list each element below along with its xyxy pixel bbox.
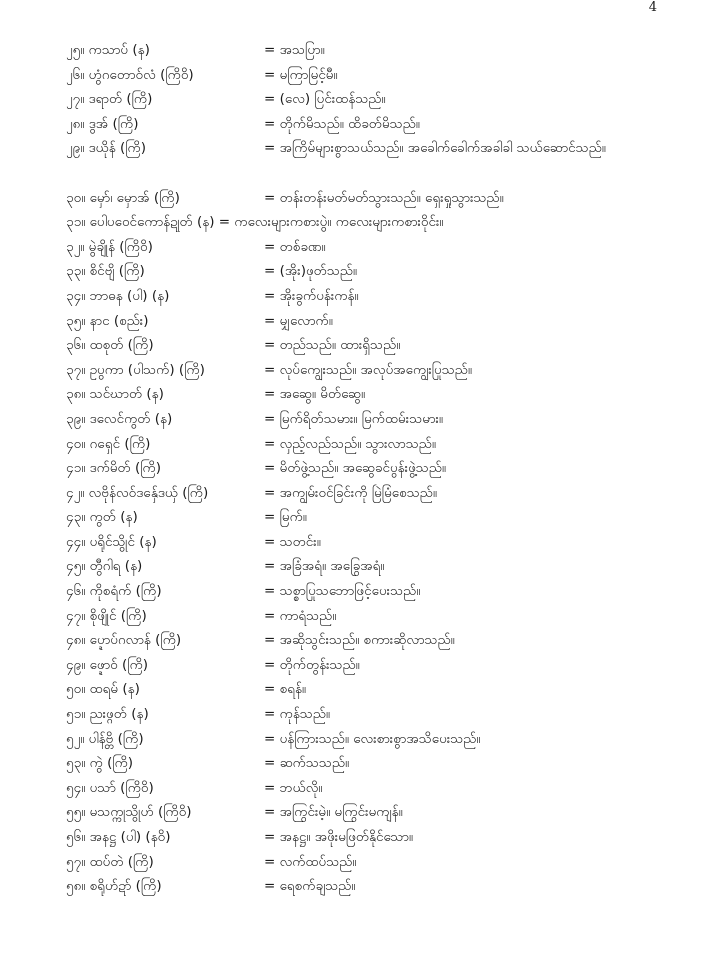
glossary-entry bbox=[66, 800, 666, 825]
glossary-entry bbox=[66, 284, 666, 309]
entry-definition: = တိုက်မိသည်။ ထိခတ်မိသည်။ bbox=[264, 115, 420, 132]
entry-term: ၃၄။ ဘာဓန (ပါ) (န) bbox=[66, 287, 170, 304]
entry-term: ၃၀။ မှော်၊ မှောအ် (ကြိ) bbox=[66, 189, 180, 206]
entry-definition: = တိုက်တွန်းသည်။ bbox=[264, 656, 360, 673]
glossary-entry bbox=[66, 481, 666, 506]
entry-definition: = အသပြာ။ bbox=[264, 42, 325, 58]
entry-definition: = မကြာမြင့်မီ။ bbox=[264, 66, 338, 83]
glossary-entry bbox=[66, 702, 666, 727]
entry-definition: = ပန်ကြားသည်။ လေးစားစွာအသိပေးသည်။ bbox=[264, 730, 481, 747]
glossary-entry bbox=[66, 136, 666, 185]
entry-term: ၅၃။ ကွဲ (ကြိ) bbox=[66, 755, 134, 772]
entry-definition: = အကြိမ်များစွာသယ်သည်။ အခေါက်ခေါက်အခါခါ သယ်ဆောင်သည်။ bbox=[264, 140, 606, 157]
entry-definition: = အခြံအရံ။ အခြွေအရံ။ bbox=[264, 558, 385, 575]
entry-definition: = သစ္စာပြုသဘောဖြင့်ပေးသည်။ bbox=[264, 583, 421, 600]
glossary-entry bbox=[66, 235, 666, 260]
entry-term: ၅၀။ ထရမ် (န) bbox=[66, 681, 140, 698]
entry-definition: = ဘယ်လို။ bbox=[264, 779, 323, 796]
entry-term: ၄၇။ စိုဖျိုင် (ကြိ) bbox=[66, 607, 147, 624]
entry-definition: = မြက်ရိတ်သမား။ မြက်ထမ်းသမား။ bbox=[264, 410, 444, 427]
entry-term: ၂၆။ ဟွံဂတောဝ်လံ (ကြိဝိ) bbox=[66, 66, 194, 83]
entry-term: ၂၈။ ဒွအ် (ကြိ) bbox=[66, 115, 139, 132]
glossary-entry bbox=[66, 112, 666, 137]
glossary-entry bbox=[66, 186, 666, 211]
entry-term: ၃၂။ မွဲချိုန် (ကြိဝိ) bbox=[66, 238, 153, 255]
entry-term: ၅၅။ မသက္ကုသွိုဟ် (ကြိဝိ) bbox=[66, 804, 192, 821]
entry-term: ၃၆။ ထစုတ် (ကြိ) bbox=[66, 337, 154, 354]
entry-term: ၅၁။ ညးဖ္ဂတ် (န) bbox=[66, 706, 149, 723]
entry-definition: = မြက်။ bbox=[264, 509, 307, 526]
entry-term: ၄၁။ ဒက်မိတ် (ကြိ) bbox=[66, 460, 161, 477]
glossary-entry bbox=[66, 309, 666, 334]
entry-term: ၃၁။ ပေါပဝေင်ကောန်ဍုတ် (န) = ကလေးများကစားပွဲ။ ကလေးများကစားဝိုင်း။ bbox=[66, 214, 444, 231]
glossary-entry bbox=[66, 874, 666, 899]
glossary-entry bbox=[66, 259, 666, 284]
glossary-entry bbox=[66, 63, 666, 88]
glossary-entry bbox=[66, 677, 666, 702]
entry-definition: = လုပ်ကျွေးသည်။ အလုပ်အကျွေးပြုသည်။ bbox=[264, 361, 472, 378]
entry-term: ၃၈။ သင်ဃာတ် (န) bbox=[66, 386, 164, 403]
entry-definition: = အကြွင်းမဲ့။ မကြွင်းမကျန်။ bbox=[264, 804, 403, 821]
entry-term: ၄၀။ ဂရှေင် (ကြိ) bbox=[66, 435, 151, 452]
glossary-entry bbox=[66, 358, 666, 383]
entry-definition: = တန်းတန်းမတ်မတ်သွားသည်။ ရှေးရှုသွားသည်။ bbox=[264, 189, 504, 206]
entry-definition: = အဆွေ။ မိတ်ဆွေ။ bbox=[264, 386, 366, 403]
entry-term: ၃၇။ ဥပွကာ (ပါသက်) (ကြိ) bbox=[66, 361, 205, 378]
glossary-entry bbox=[66, 432, 666, 457]
entry-definition: = တည်သည်။ ထားရှိသည်။ bbox=[264, 337, 401, 354]
entry-definition: = စရန်။ bbox=[264, 681, 307, 698]
entry-definition: = ဆက်သသည်။ bbox=[264, 755, 350, 772]
entry-term: ၅၄။ ပသာ် (ကြိဝိ) bbox=[66, 779, 154, 796]
glossary-entry bbox=[66, 727, 666, 752]
entry-term: ၄၆။ ကိုစရံက် (ကြိ) bbox=[66, 583, 162, 600]
entry-definition: = အကျွမ်းဝင်ခြင်းကို မြဲမြံစေသည်။ bbox=[264, 484, 437, 501]
glossary-entry bbox=[66, 604, 666, 629]
page-number: 4 bbox=[648, 0, 657, 15]
entry-term: ၃၃။ စိင်ဗျိ (ကြိ) bbox=[66, 263, 145, 280]
entry-definition: = ကုန်သည်။ bbox=[264, 706, 330, 723]
glossary-entry bbox=[66, 530, 666, 555]
glossary-entry bbox=[66, 505, 666, 530]
entry-term: ၃၉။ ဒလေင်ကွတ် (န) bbox=[66, 410, 173, 427]
entry-term: ၅၈။ စရိုဟ်ဍာ် (ကြိ) bbox=[66, 878, 162, 895]
entry-term: ၅၇။ ထပ်တဲ (ကြိ) bbox=[66, 853, 154, 870]
entry-definition: = မိတ်ဖွဲ့သည်။ အဆွေခင်ပွန်းဖွဲ့သည်။ bbox=[264, 460, 446, 477]
glossary-entry bbox=[66, 825, 666, 850]
entry-definition: = သတင်း။ bbox=[264, 533, 321, 550]
glossary-list bbox=[66, 38, 666, 899]
entry-definition: = (အိုး)ဖုတ်သည်။ bbox=[264, 263, 358, 280]
glossary-entry bbox=[66, 850, 666, 875]
entry-definition: = လှည့်လည်သည်။ သွားလာသည်။ bbox=[264, 435, 436, 452]
entry-definition: = ကာရံသည်။ bbox=[264, 607, 337, 624]
glossary-entry bbox=[66, 38, 666, 63]
glossary-entry bbox=[66, 554, 666, 579]
glossary-entry bbox=[66, 653, 666, 678]
entry-definition: = ရေစက်ချသည်။ bbox=[264, 878, 356, 895]
entry-term: ၂၉။ ဒယိုန် (ကြိ) bbox=[66, 140, 147, 157]
glossary-entry bbox=[66, 87, 666, 112]
entry-definition: = အိုးခွက်ပန်းကန်။ bbox=[264, 287, 359, 304]
entry-definition: = အဆိုသွင်းသည်။ စကားဆိုလာသည်။ bbox=[264, 632, 455, 649]
glossary-entry bbox=[66, 382, 666, 407]
entry-definition: = မျှလောက်။ bbox=[264, 312, 333, 329]
glossary-entry bbox=[66, 751, 666, 776]
entry-term: ၅၆။ အနဋ္ဌ (ပါ) (နဝိ) bbox=[66, 829, 171, 845]
entry-definition: = လက်ထပ်သည်။ bbox=[264, 853, 357, 870]
entry-term: ၄၅။ တွီဂါရ (န) bbox=[66, 558, 143, 575]
glossary-entry bbox=[66, 579, 666, 604]
entry-term: ၄၃။ ကွတ် (န) bbox=[66, 509, 138, 526]
entry-term: ၄၄။ ပရိုင်သွိုင် (န) bbox=[66, 533, 157, 550]
entry-term: ၃၅။ နာင (စည်း) bbox=[66, 312, 149, 329]
entry-definition: = (လေ) ပြင်းထန်သည်။ bbox=[264, 91, 386, 108]
glossary-entry bbox=[66, 210, 666, 235]
entry-term: ၄၂။ လဗိုန်လ၀်ဒနှ်ေဒယှ် (ကြိ) bbox=[66, 484, 209, 501]
entry-term: ၄၉။ ဖ္ဍောဝ် (ကြိ) bbox=[66, 656, 149, 673]
glossary-entry bbox=[66, 628, 666, 653]
entry-definition: = အနဋ္ဌ။ အဖိုးမဖြတ်နိုင်သော။ bbox=[264, 829, 414, 845]
glossary-entry bbox=[66, 456, 666, 481]
entry-definition: = တစ်ခဏ။ bbox=[264, 238, 326, 255]
glossary-entry bbox=[66, 407, 666, 432]
glossary-entry bbox=[66, 333, 666, 358]
glossary-entry bbox=[66, 776, 666, 801]
entry-term: ၅၂။ ပါန်ဗ္တိ (ကြိ) bbox=[66, 730, 144, 747]
entry-term: ၄၈။ ပ္ဍောပ်ဂလာန် (ကြိ) bbox=[66, 632, 182, 649]
entry-term: ၂၅။ ကသာပ် (န) bbox=[66, 42, 150, 58]
entry-term: ၂၇။ ဒရာတ် (ကြိ) bbox=[66, 91, 153, 108]
